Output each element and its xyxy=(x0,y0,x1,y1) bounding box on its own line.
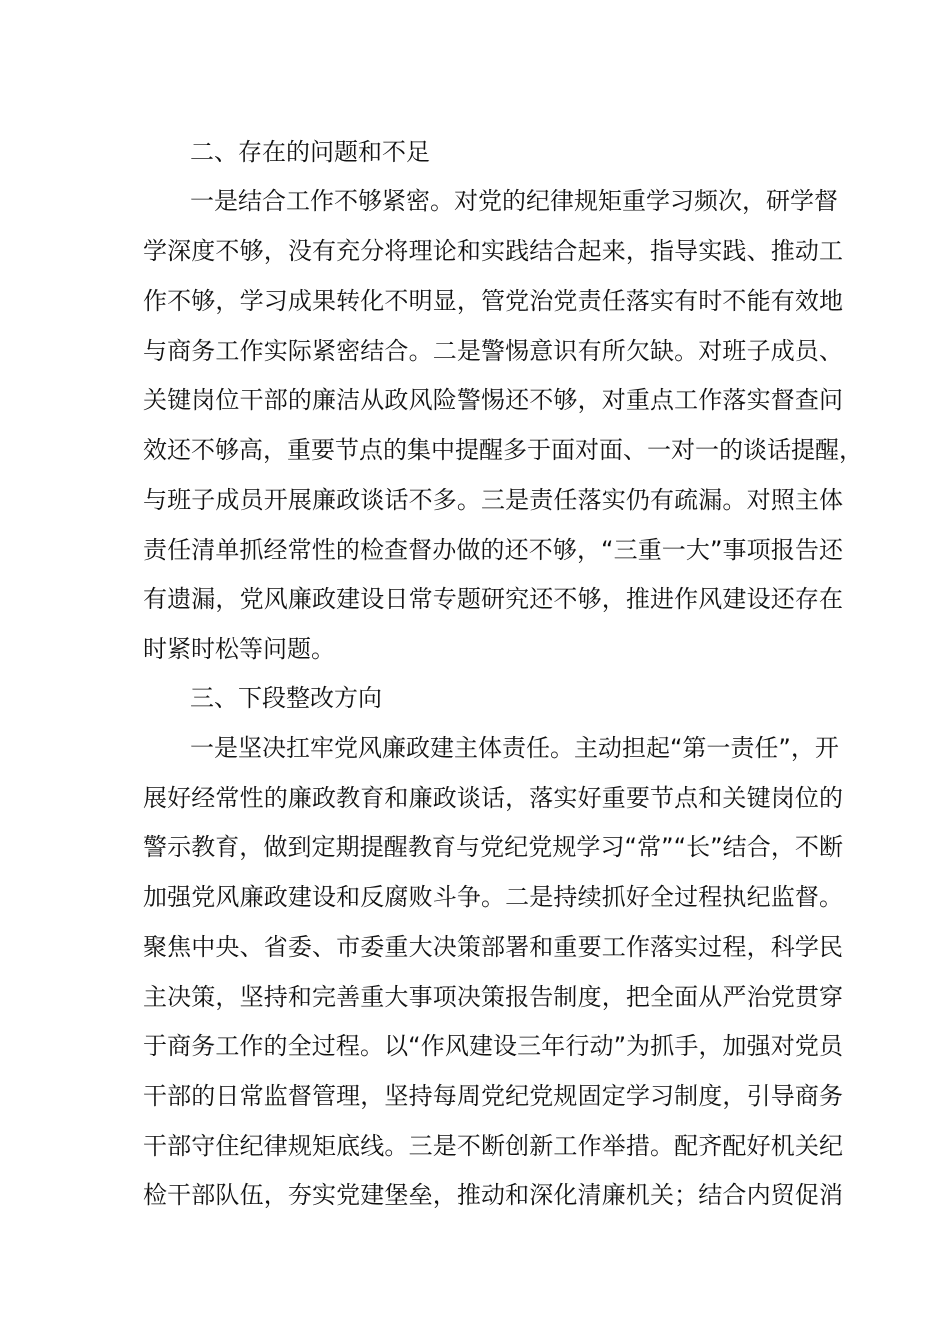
paragraph-line: 与商务工作实际紧密结合。二是警惕意识有所欠缺。对班子成员、 xyxy=(143,337,843,365)
section-heading-problems: 二、存在的问题和不足 xyxy=(190,138,430,166)
paragraph-line: 检干部队伍，夯实党建堡垒，推动和深化清廉机关；结合内贸促消 xyxy=(143,1181,843,1209)
paragraph-line: 时紧时松等问题。 xyxy=(143,635,335,663)
paragraph-line: 警示教育，做到定期提醒教育与党纪党规学习“常”“长”结合，不断 xyxy=(143,833,843,861)
paragraph-line: 主决策，坚持和完善重大事项决策报告制度，把全面从严治党贯穿 xyxy=(143,983,843,1011)
paragraph-line: 与班子成员开展廉政谈话不多。三是责任落实仍有疏漏。对照主体 xyxy=(143,486,843,514)
paragraph-line: 学深度不够，没有充分将理论和实践结合起来，指导实践、推动工 xyxy=(143,237,843,265)
paragraph-line: 于商务工作的全过程。以“作风建设三年行动”为抓手，加强对党员 xyxy=(143,1032,843,1060)
paragraph-line: 有遗漏，党风廉政建设日常专题研究还不够，推进作风建设还存在 xyxy=(143,585,843,613)
paragraph-line: 展好经常性的廉政教育和廉政谈话，落实好重要节点和关键岗位的 xyxy=(143,784,843,812)
paragraph-line: 干部的日常监督管理，坚持每周党纪党规固定学习制度，引导商务 xyxy=(143,1082,843,1110)
paragraph-line: 责任清单抓经常性的检查督办做的还不够，“三重一大”事项报告还 xyxy=(143,536,843,564)
paragraph-line: 效还不够高，重要节点的集中提醒多于面对面、一对一的谈话提醒， xyxy=(143,436,863,464)
paragraph-line: 干部守住纪律规矩底线。三是不断创新工作举措。配齐配好机关纪 xyxy=(143,1132,843,1160)
paragraph-line: 关键岗位干部的廉洁从政风险警惕还不够，对重点工作落实督查问 xyxy=(143,386,843,414)
paragraph-line: 加强党风廉政建设和反腐败斗争。二是持续抓好全过程执纪监督。 xyxy=(143,883,843,911)
paragraph-line: 作不够，学习成果转化不明显，管党治党责任落实有时不能有效地 xyxy=(143,287,843,315)
section-heading-rectification: 三、下段整改方向 xyxy=(190,684,382,712)
paragraph-line: 一是结合工作不够紧密。对党的纪律规矩重学习频次，研学督 xyxy=(190,187,838,215)
paragraph-line: 聚焦中央、省委、市委重大决策部署和重要工作落实过程，科学民 xyxy=(143,933,843,961)
paragraph-line: 一是坚决扛牢党风廉政建主体责任。主动担起“第一责任”，开 xyxy=(190,734,839,762)
